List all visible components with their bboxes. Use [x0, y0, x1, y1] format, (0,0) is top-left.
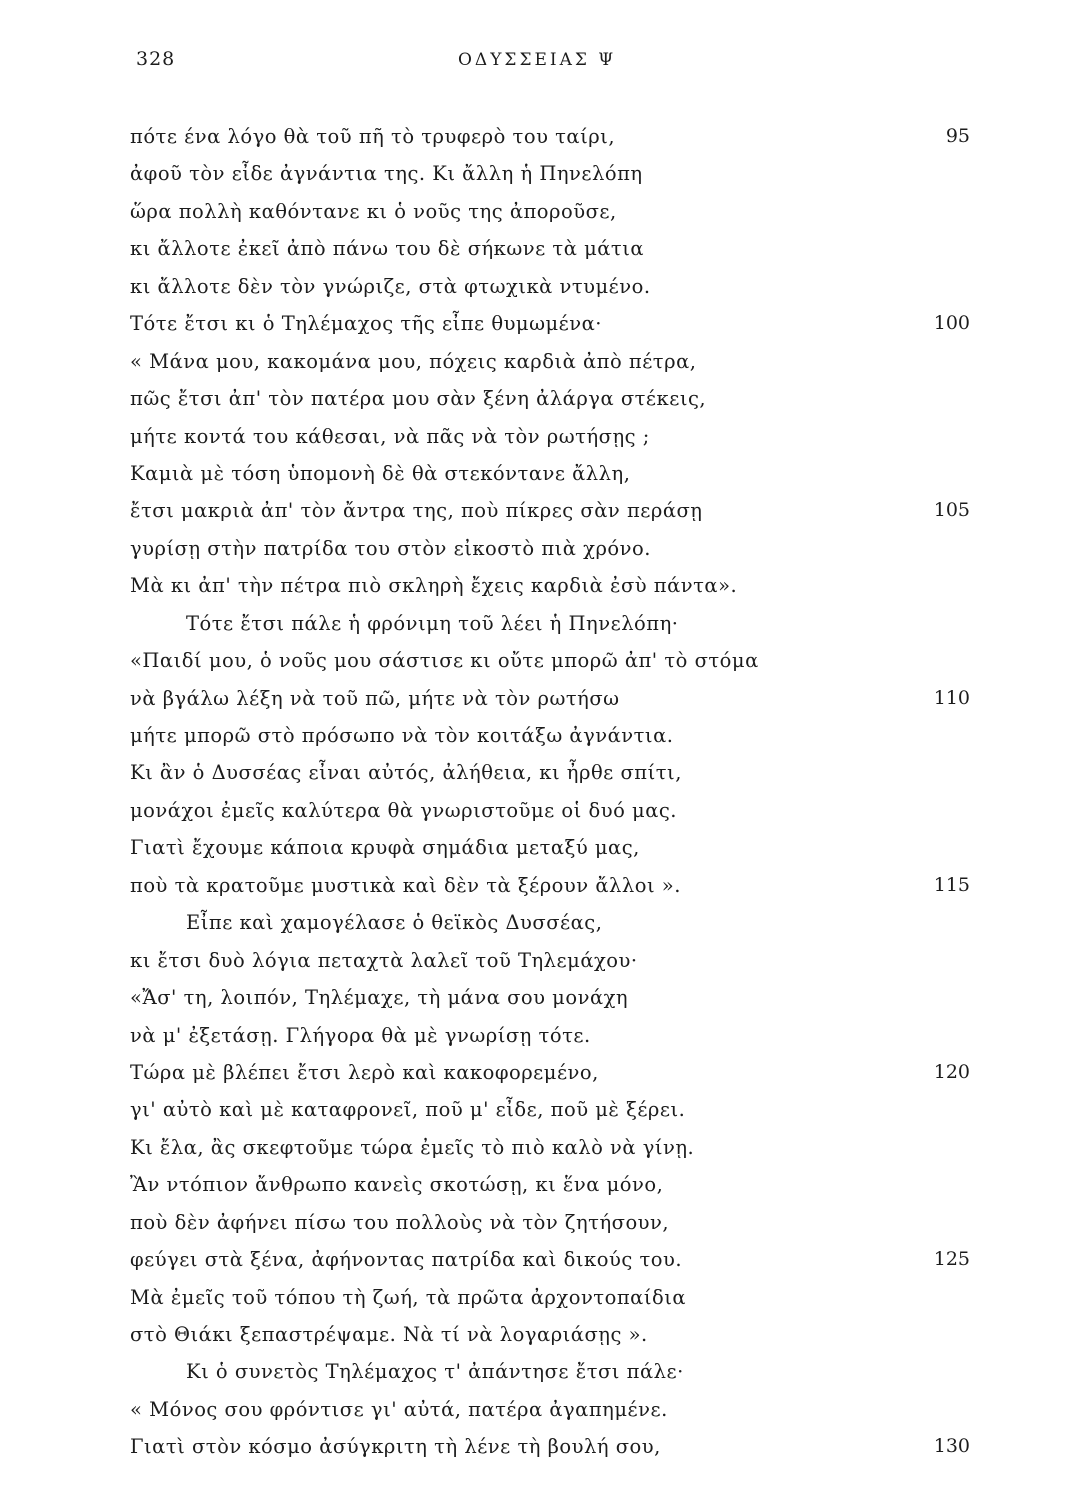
verse-line — [130, 118, 970, 155]
line-number: 105 — [933, 499, 970, 522]
verse-text: ἔτσι μακριὰ ἀπ' τὸν ἄντρα της, ποὺ πίκρες σὰν περάσῃ — [130, 499, 703, 523]
verse-text: κι ἄλλοτε ἐκεῖ ἀπὸ πάνω του δὲ σήκωνε τὰ μάτια — [130, 237, 645, 261]
verse-text: γι' αὐτὸ καὶ μὲ καταφρονεῖ, ποῦ μ' εἶδε, ποῦ μὲ ξέρει. — [130, 1098, 686, 1122]
verse-text: φεύγει στὰ ξένα, ἀφήνοντας πατρίδα καὶ δικούς του. — [130, 1248, 683, 1272]
verse-text: Μὰ κι ἀπ' τὴν πέτρα πιὸ σκληρὴ ἔχεις καρδιὰ ἐσὺ πάντα». — [130, 574, 738, 598]
verse-line — [130, 642, 970, 679]
verse-line — [130, 754, 970, 791]
verse-text: Κι ἂν ὁ Δυσσέας εἶναι αὐτός, ἀλήθεια, κι ἦρθε σπίτι, — [130, 761, 682, 785]
verse-text: Κι ὁ συνετὸς Τηλέμαχος τ' ἀπάντησε ἔτσι πάλε· — [186, 1360, 684, 1384]
verse-text: Τότε ἔτσι πάλε ἡ φρόνιμη τοῦ λέει ἡ Πηνελόπη· — [186, 611, 679, 635]
verse-line — [130, 979, 970, 1016]
verse-line — [130, 567, 970, 604]
line-number: 100 — [933, 312, 970, 335]
verse-block — [130, 118, 970, 1466]
verse-line — [130, 530, 970, 567]
verse-line — [130, 1054, 970, 1091]
running-head: ΟΔΥΣΣΕΙΑΣ Ψ — [458, 50, 617, 70]
line-number: 110 — [933, 686, 970, 709]
verse-text: πῶς ἔτσι ἀπ' τὸν πατέρα μου σὰν ξένη ἀλάργα στέκεις, — [130, 387, 707, 411]
verse-text: Γιατὶ ἔχουμε κάποια κρυφὰ σημάδια μεταξύ μας, — [130, 836, 640, 860]
verse-line — [130, 1091, 970, 1128]
verse-line — [130, 1204, 970, 1241]
verse-text: « Μόνος σου φρόντισε γι' αὐτά, πατέρα ἀγαπημένε. — [130, 1397, 668, 1421]
verse-text: κι ἔτσι δυὸ λόγια πεταχτὰ λαλεῖ τοῦ Τηλεμάχου· — [130, 948, 638, 972]
verse-text: Εἶπε καὶ χαμογέλασε ὁ θεϊκὸς Δυσσέας, — [186, 911, 603, 935]
verse-text: γυρίσῃ στὴν πατρίδα του στὸν εἰκοστὸ πιὰ χρόνο. — [130, 536, 651, 560]
verse-line — [130, 942, 970, 979]
verse-line — [130, 193, 970, 230]
verse-line — [130, 829, 970, 866]
verse-text: ποὺ τὰ κρατοῦμε μυστικὰ καὶ δὲν τὰ ξέρουν ἄλλοι ». — [130, 873, 681, 897]
verse-text: Ἂν ντόπιον ἄνθρωπο κανεὶς σκοτώσῃ, κι ἕνα μόνο, — [130, 1173, 664, 1197]
verse-line — [130, 1279, 970, 1316]
verse-line — [130, 1353, 970, 1390]
verse-line — [130, 680, 970, 717]
verse-line — [130, 455, 970, 492]
verse-line — [130, 492, 970, 529]
verse-line — [130, 230, 970, 267]
verse-text: Τώρα μὲ βλέπει ἔτσι λερὸ καὶ κακοφορεμένο, — [130, 1060, 599, 1084]
verse-text: μήτε μπορῶ στὸ πρόσωπο νὰ τὸν κοιτάξω ἀγνάντια. — [130, 724, 674, 747]
verse-text: νὰ μ' ἐξετάσῃ. Γλήγορα θὰ μὲ γνωρίσῃ τότε. — [130, 1023, 591, 1047]
verse-line — [130, 1017, 970, 1054]
verse-line — [130, 792, 970, 829]
verse-line — [130, 268, 970, 305]
line-number: 95 — [945, 125, 970, 147]
page-number: 328 — [136, 48, 176, 70]
verse-text: στὸ Θιάκι ξεπαστρέψαμε. Νὰ τί νὰ λογαριάσῃς ». — [130, 1323, 648, 1346]
verse-line — [130, 418, 970, 455]
line-number: 120 — [933, 1060, 970, 1083]
verse-text: μήτε κοντά του κάθεσαι, νὰ πᾶς νὰ τὸν ρωτήσῃς ; — [130, 424, 650, 448]
verse-text: « Μάνα μου, κακομάνα μου, πόχεις καρδιὰ ἀπὸ πέτρα, — [130, 349, 697, 373]
verse-text: Γιατὶ στὸν κόσμο ἀσύγκριτη τὴ λένε τὴ βουλή σου, — [130, 1435, 661, 1459]
line-number: 115 — [933, 873, 970, 896]
verse-line — [130, 380, 970, 417]
verse-line — [130, 904, 970, 941]
verse-line — [130, 305, 970, 342]
verse-text: «Ἄσ' τη, λοιπόν, Τηλέμαχε, τὴ μάνα σου μονάχη — [130, 986, 629, 1010]
verse-text: Τότε ἔτσι κι ὁ Τηλέμαχος τῆς εἶπε θυμωμένα· — [130, 312, 602, 336]
verse-text: «Παιδί μου, ὁ νοῦς μου σάστισε κι οὔτε μπορῶ ἀπ' τὸ στόμα — [130, 649, 759, 673]
verse-text: Καμιὰ μὲ τόση ὑπομονὴ δὲ θὰ στεκόντανε ἄλλη, — [130, 461, 631, 485]
verse-text: ὥρα πολλὴ καθόντανε κι ὁ νοῦς της ἀποροῦσε, — [130, 199, 617, 223]
verse-line — [130, 1166, 970, 1203]
verse-text: ἀφοῦ τὸν εἶδε ἀγνάντια της. Κι ἄλλη ἡ Πηνελόπη — [130, 162, 643, 186]
verse-text: Μὰ ἐμεῖς τοῦ τόπου τὴ ζωή, τὰ πρῶτα ἀρχοντοπαίδια — [130, 1285, 687, 1309]
line-number: 130 — [933, 1435, 970, 1458]
verse-line — [130, 1129, 970, 1166]
verse-line — [130, 717, 970, 754]
verse-line — [130, 605, 970, 642]
line-number: 125 — [933, 1248, 970, 1271]
verse-line — [130, 1428, 970, 1465]
page-header — [0, 48, 1077, 78]
verse-text: μονάχοι ἐμεῖς καλύτερα θὰ γνωριστοῦμε οἱ δυό μας. — [130, 798, 678, 822]
verse-line — [130, 1241, 970, 1278]
verse-line — [130, 1391, 970, 1428]
verse-line — [130, 1316, 970, 1353]
verse-text: κι ἄλλοτε δὲν τὸν γνώριζε, στὰ φτωχικὰ ντυμένο. — [130, 274, 651, 298]
verse-text: πότε ένα λόγο θὰ τοῦ πῆ τὸ τρυφερὸ του ταίρι, — [130, 125, 616, 148]
verse-text: νὰ βγάλω λέξη νὰ τοῦ πῶ, μήτε νὰ τὸν ρωτήσω — [130, 686, 620, 710]
verse-line — [130, 343, 970, 380]
verse-line — [130, 155, 970, 192]
verse-text: ποὺ δὲν ἀφήνει πίσω του πολλοὺς νὰ τὸν ζητήσουν, — [130, 1210, 670, 1234]
verse-line — [130, 867, 970, 904]
verse-text: Κι ἔλα, ἂς σκεφτοῦμε τώρα ἐμεῖς τὸ πιὸ καλὸ νὰ γίνῃ. — [130, 1135, 695, 1159]
